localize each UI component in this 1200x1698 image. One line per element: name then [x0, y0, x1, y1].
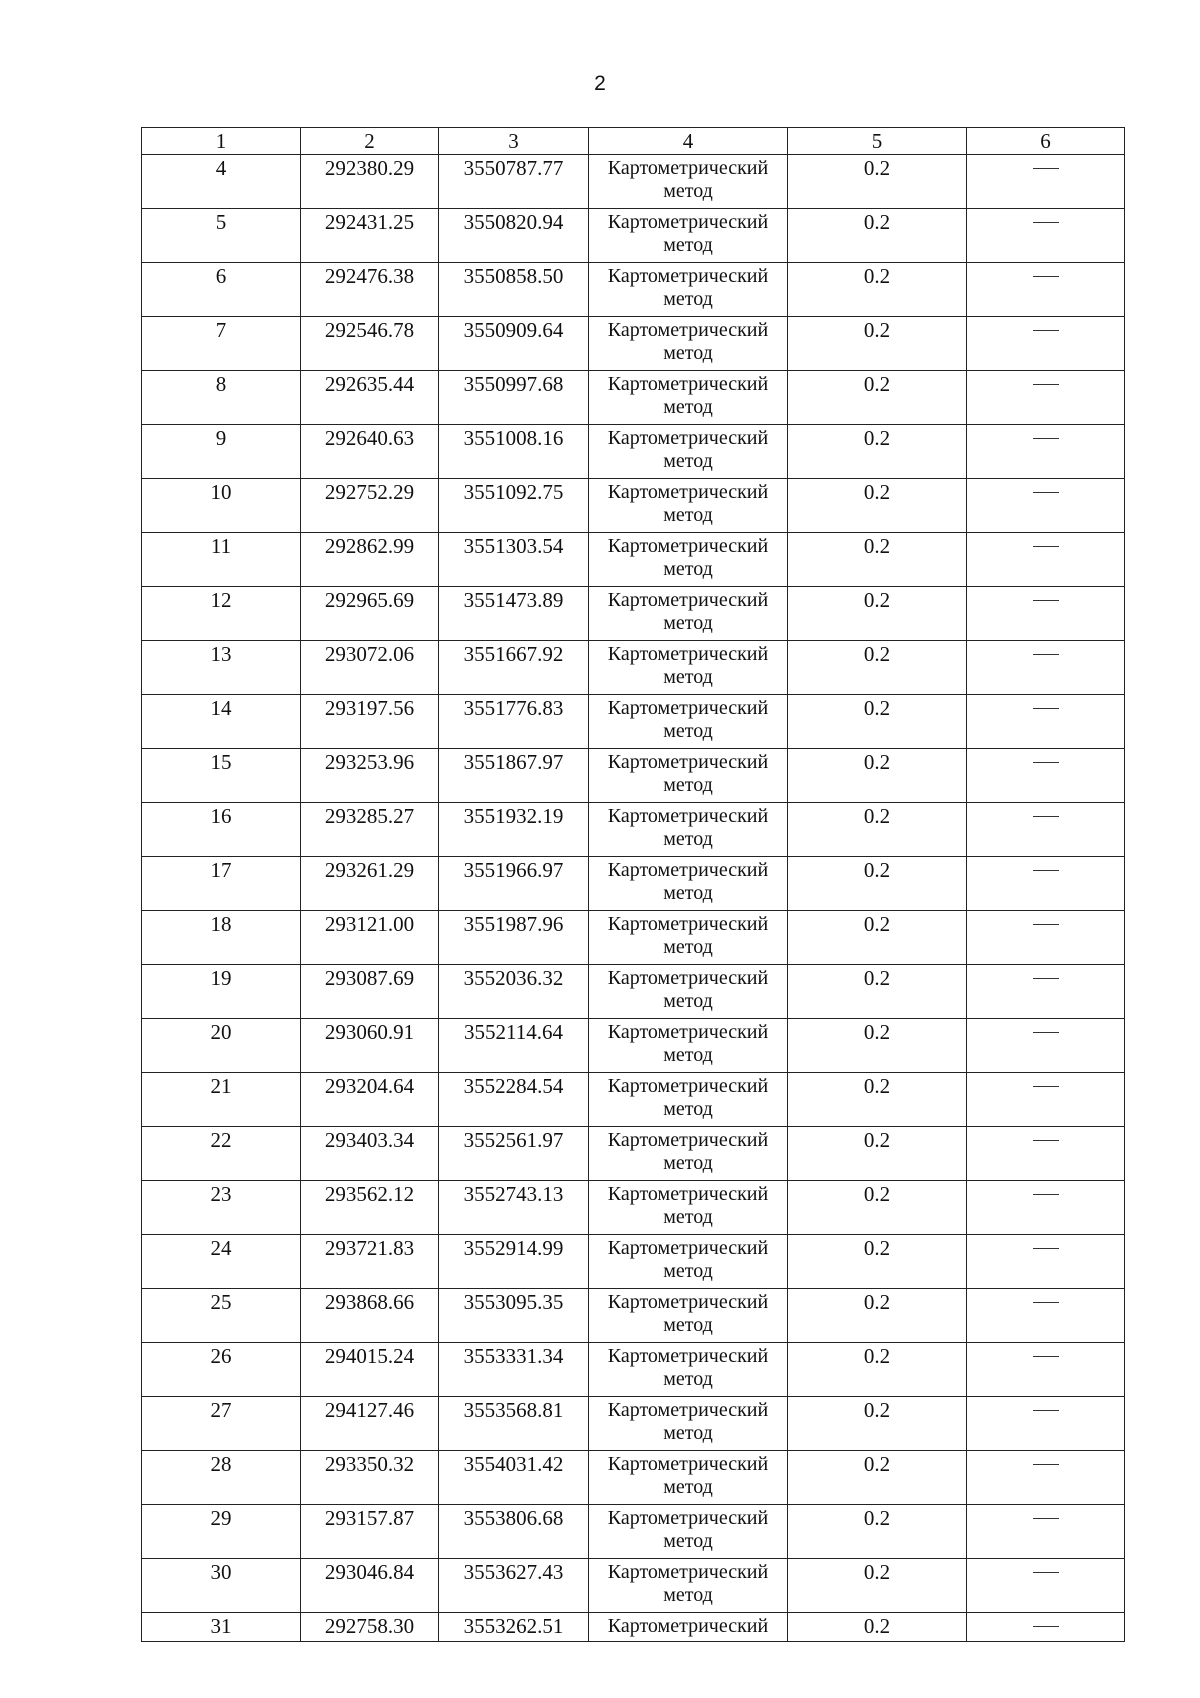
- point-number-cell: 19: [142, 965, 301, 1019]
- x-coordinate-cell: 294015.24: [301, 1343, 439, 1397]
- point-number-cell: 24: [142, 1235, 301, 1289]
- note-cell: [967, 1451, 1125, 1505]
- method-line-2: метод: [663, 720, 713, 742]
- table-body: [142, 155, 1125, 1642]
- point-number-cell: 28: [142, 1451, 301, 1505]
- accuracy-cell: 0.2: [788, 317, 967, 371]
- accuracy-cell: 0.2: [788, 803, 967, 857]
- dash-mark: [1033, 1248, 1059, 1249]
- point-number-cell: 6: [142, 263, 301, 317]
- y-coordinate-cell: 3551303.54: [439, 533, 589, 587]
- x-coordinate-cell: 292758.30: [301, 1613, 439, 1642]
- point-number-cell: 5: [142, 209, 301, 263]
- method-line-2: метод: [663, 1098, 713, 1120]
- method-cell: [589, 1343, 788, 1397]
- method-line-2: метод: [663, 774, 713, 796]
- point-number-cell: 29: [142, 1505, 301, 1559]
- method-line-2: метод: [663, 666, 713, 688]
- method-cell: [589, 1073, 788, 1127]
- accuracy-cell: 0.2: [788, 1019, 967, 1073]
- table-row: [142, 479, 1125, 533]
- point-number-cell: 13: [142, 641, 301, 695]
- x-coordinate-cell: 293562.12: [301, 1181, 439, 1235]
- y-coordinate-cell: 3550858.50: [439, 263, 589, 317]
- point-number-cell: 4: [142, 155, 301, 209]
- y-coordinate-cell: 3552036.32: [439, 965, 589, 1019]
- y-coordinate-cell: 3551932.19: [439, 803, 589, 857]
- method-cell: [589, 1559, 788, 1613]
- point-number-cell: 31: [142, 1613, 301, 1642]
- method-line-2: метод: [663, 504, 713, 526]
- x-coordinate-cell: 292431.25: [301, 209, 439, 263]
- point-number-cell: 22: [142, 1127, 301, 1181]
- method-line-1: Картометрический: [607, 1561, 769, 1583]
- table-row: [142, 1613, 1125, 1642]
- note-cell: [967, 749, 1125, 803]
- method-line-1: Картометрический: [607, 643, 769, 665]
- table-row: [142, 695, 1125, 749]
- y-coordinate-cell: 3552114.64: [439, 1019, 589, 1073]
- accuracy-cell: 0.2: [788, 425, 967, 479]
- page-number: 2: [594, 72, 606, 95]
- accuracy-cell: 0.2: [788, 263, 967, 317]
- accuracy-cell: 0.2: [788, 209, 967, 263]
- note-cell: [967, 1559, 1125, 1613]
- method-cell: [589, 533, 788, 587]
- dash-mark: [1033, 870, 1059, 871]
- y-coordinate-cell: 3551987.96: [439, 911, 589, 965]
- y-coordinate-cell: 3550787.77: [439, 155, 589, 209]
- note-cell: [967, 1505, 1125, 1559]
- note-cell: [967, 1397, 1125, 1451]
- table-row: [142, 209, 1125, 263]
- method-line-2: метод: [663, 180, 713, 202]
- x-coordinate-cell: 293868.66: [301, 1289, 439, 1343]
- accuracy-cell: 0.2: [788, 911, 967, 965]
- dash-mark: [1033, 762, 1059, 763]
- column-header: 2: [301, 128, 439, 155]
- method-line-1: Картометрический: [607, 211, 769, 233]
- x-coordinate-cell: 293403.34: [301, 1127, 439, 1181]
- point-number-cell: 17: [142, 857, 301, 911]
- method-cell: [589, 1397, 788, 1451]
- method-cell: [589, 695, 788, 749]
- method-cell: [589, 1505, 788, 1559]
- accuracy-cell: 0.2: [788, 1343, 967, 1397]
- accuracy-cell: 0.2: [788, 1289, 967, 1343]
- dash-mark: [1033, 1518, 1059, 1519]
- method-line-2: метод: [663, 1260, 713, 1282]
- note-cell: [967, 263, 1125, 317]
- method-cell: [589, 587, 788, 641]
- note-cell: [967, 1613, 1125, 1642]
- x-coordinate-cell: 292476.38: [301, 263, 439, 317]
- method-line-2: метод: [663, 1422, 713, 1444]
- method-line-1: Картометрический: [607, 967, 769, 989]
- accuracy-cell: 0.2: [788, 1127, 967, 1181]
- dash-mark: [1033, 816, 1059, 817]
- accuracy-cell: 0.2: [788, 1235, 967, 1289]
- x-coordinate-cell: 292380.29: [301, 155, 439, 209]
- note-cell: [967, 695, 1125, 749]
- x-coordinate-cell: 293285.27: [301, 803, 439, 857]
- note-cell: [967, 533, 1125, 587]
- y-coordinate-cell: 3552743.13: [439, 1181, 589, 1235]
- table-row: [142, 965, 1125, 1019]
- dash-mark: [1033, 978, 1059, 979]
- point-number-cell: 18: [142, 911, 301, 965]
- method-line-1: Картометрический: [607, 805, 769, 827]
- table-row: [142, 1289, 1125, 1343]
- dash-mark: [1033, 546, 1059, 547]
- method-line-2: метод: [663, 1152, 713, 1174]
- accuracy-cell: 0.2: [788, 155, 967, 209]
- y-coordinate-cell: 3552284.54: [439, 1073, 589, 1127]
- y-coordinate-cell: 3551008.16: [439, 425, 589, 479]
- method-line-1: Картометрический: [607, 1075, 769, 1097]
- method-cell: [589, 1181, 788, 1235]
- method-line-1: Картометрический: [607, 319, 769, 341]
- point-number-cell: 27: [142, 1397, 301, 1451]
- method-line-2: метод: [663, 990, 713, 1012]
- accuracy-cell: 0.2: [788, 479, 967, 533]
- x-coordinate-cell: 292965.69: [301, 587, 439, 641]
- note-cell: [967, 857, 1125, 911]
- y-coordinate-cell: 3553095.35: [439, 1289, 589, 1343]
- dash-mark: [1033, 1356, 1059, 1357]
- y-coordinate-cell: 3551092.75: [439, 479, 589, 533]
- column-header: 1: [142, 128, 301, 155]
- note-cell: [967, 479, 1125, 533]
- x-coordinate-cell: 292546.78: [301, 317, 439, 371]
- note-cell: [967, 425, 1125, 479]
- point-number-cell: 10: [142, 479, 301, 533]
- dash-mark: [1033, 1626, 1059, 1627]
- method-line-1: Картометрический: [607, 1237, 769, 1259]
- method-line-1: Картометрический: [607, 157, 769, 179]
- method-line-1: Картометрический: [607, 1615, 769, 1637]
- dash-mark: [1033, 1572, 1059, 1573]
- y-coordinate-cell: 3553262.51: [439, 1613, 589, 1642]
- note-cell: [967, 1343, 1125, 1397]
- method-cell: [589, 425, 788, 479]
- note-cell: [967, 317, 1125, 371]
- dash-mark: [1033, 1032, 1059, 1033]
- method-line-1: Картометрический: [607, 1129, 769, 1151]
- method-line-1: Картометрический: [607, 1399, 769, 1421]
- y-coordinate-cell: 3553331.34: [439, 1343, 589, 1397]
- method-line-1: Картометрический: [607, 859, 769, 881]
- table-row: [142, 803, 1125, 857]
- method-cell: [589, 857, 788, 911]
- x-coordinate-cell: 292752.29: [301, 479, 439, 533]
- table-row: [142, 1181, 1125, 1235]
- method-line-2: метод: [663, 342, 713, 364]
- point-number-cell: 9: [142, 425, 301, 479]
- method-cell: [589, 965, 788, 1019]
- x-coordinate-cell: 293204.64: [301, 1073, 439, 1127]
- accuracy-cell: 0.2: [788, 695, 967, 749]
- point-number-cell: 30: [142, 1559, 301, 1613]
- method-cell: [589, 911, 788, 965]
- point-number-cell: 12: [142, 587, 301, 641]
- table-row: [142, 749, 1125, 803]
- dash-mark: [1033, 924, 1059, 925]
- accuracy-cell: 0.2: [788, 587, 967, 641]
- method-line-2: метод: [663, 234, 713, 256]
- method-line-1: Картометрический: [607, 1291, 769, 1313]
- method-line-1: Картометрический: [607, 751, 769, 773]
- point-number-cell: 8: [142, 371, 301, 425]
- point-number-cell: 15: [142, 749, 301, 803]
- accuracy-cell: 0.2: [788, 1613, 967, 1642]
- note-cell: [967, 1073, 1125, 1127]
- dash-mark: [1033, 168, 1059, 169]
- method-line-2: метод: [663, 882, 713, 904]
- point-number-cell: 26: [142, 1343, 301, 1397]
- dash-mark: [1033, 384, 1059, 385]
- point-number-cell: 11: [142, 533, 301, 587]
- point-number-cell: 20: [142, 1019, 301, 1073]
- method-cell: [589, 1235, 788, 1289]
- x-coordinate-cell: 293261.29: [301, 857, 439, 911]
- method-cell: [589, 371, 788, 425]
- table-row: [142, 857, 1125, 911]
- method-cell: [589, 263, 788, 317]
- y-coordinate-cell: 3553627.43: [439, 1559, 589, 1613]
- point-number-cell: 14: [142, 695, 301, 749]
- x-coordinate-cell: 294127.46: [301, 1397, 439, 1451]
- column-header: 5: [788, 128, 967, 155]
- note-cell: [967, 155, 1125, 209]
- method-line-2: метод: [663, 1044, 713, 1066]
- accuracy-cell: 0.2: [788, 533, 967, 587]
- x-coordinate-cell: 292635.44: [301, 371, 439, 425]
- note-cell: [967, 965, 1125, 1019]
- x-coordinate-cell: 293060.91: [301, 1019, 439, 1073]
- dash-mark: [1033, 1086, 1059, 1087]
- table-row: [142, 371, 1125, 425]
- y-coordinate-cell: 3551966.97: [439, 857, 589, 911]
- x-coordinate-cell: 293087.69: [301, 965, 439, 1019]
- accuracy-cell: 0.2: [788, 1073, 967, 1127]
- method-line-1: Картометрический: [607, 1507, 769, 1529]
- x-coordinate-cell: 292862.99: [301, 533, 439, 587]
- note-cell: [967, 1235, 1125, 1289]
- table-row: [142, 1235, 1125, 1289]
- x-coordinate-cell: 293721.83: [301, 1235, 439, 1289]
- dash-mark: [1033, 1464, 1059, 1465]
- method-line-1: Картометрический: [607, 481, 769, 503]
- method-line-1: Картометрический: [607, 373, 769, 395]
- table-row: [142, 911, 1125, 965]
- table-row: [142, 425, 1125, 479]
- dash-mark: [1033, 1194, 1059, 1195]
- method-line-2: метод: [663, 828, 713, 850]
- method-line-1: Картометрический: [607, 913, 769, 935]
- x-coordinate-cell: 292640.63: [301, 425, 439, 479]
- accuracy-cell: 0.2: [788, 1505, 967, 1559]
- table-row: [142, 1559, 1125, 1613]
- note-cell: [967, 209, 1125, 263]
- column-header: 6: [967, 128, 1125, 155]
- method-cell: [589, 1613, 788, 1642]
- method-line-2: метод: [663, 450, 713, 472]
- y-coordinate-cell: 3551867.97: [439, 749, 589, 803]
- dash-mark: [1033, 600, 1059, 601]
- column-header: 3: [439, 128, 589, 155]
- accuracy-cell: 0.2: [788, 1451, 967, 1505]
- y-coordinate-cell: 3553806.68: [439, 1505, 589, 1559]
- y-coordinate-cell: 3551667.92: [439, 641, 589, 695]
- accuracy-cell: 0.2: [788, 965, 967, 1019]
- method-cell: [589, 209, 788, 263]
- method-line-1: Картометрический: [607, 589, 769, 611]
- dash-mark: [1033, 222, 1059, 223]
- method-line-2: метод: [663, 558, 713, 580]
- accuracy-cell: 0.2: [788, 1181, 967, 1235]
- method-cell: [589, 317, 788, 371]
- y-coordinate-cell: 3550820.94: [439, 209, 589, 263]
- x-coordinate-cell: 293197.56: [301, 695, 439, 749]
- method-cell: [589, 155, 788, 209]
- method-line-1: Картометрический: [607, 427, 769, 449]
- point-number-cell: 23: [142, 1181, 301, 1235]
- accuracy-cell: 0.2: [788, 857, 967, 911]
- accuracy-cell: 0.2: [788, 1397, 967, 1451]
- note-cell: [967, 911, 1125, 965]
- note-cell: [967, 587, 1125, 641]
- method-line-1: Картометрический: [607, 535, 769, 557]
- y-coordinate-cell: 3551776.83: [439, 695, 589, 749]
- method-line-1: Картометрический: [607, 265, 769, 287]
- method-line-2: метод: [663, 936, 713, 958]
- method-line-2: метод: [663, 396, 713, 418]
- note-cell: [967, 1181, 1125, 1235]
- method-line-1: Картометрический: [607, 1453, 769, 1475]
- dash-mark: [1033, 438, 1059, 439]
- table-row: [142, 587, 1125, 641]
- table-row: [142, 1019, 1125, 1073]
- table-row: [142, 263, 1125, 317]
- y-coordinate-cell: 3554031.42: [439, 1451, 589, 1505]
- table-row: [142, 1397, 1125, 1451]
- method-cell: [589, 641, 788, 695]
- method-line-2: метод: [663, 1530, 713, 1552]
- method-line-1: Картометрический: [607, 697, 769, 719]
- y-coordinate-cell: 3550997.68: [439, 371, 589, 425]
- method-cell: [589, 803, 788, 857]
- x-coordinate-cell: 293350.32: [301, 1451, 439, 1505]
- dash-mark: [1033, 1302, 1059, 1303]
- dash-mark: [1033, 276, 1059, 277]
- table-row: [142, 533, 1125, 587]
- method-line-2: метод: [663, 1368, 713, 1390]
- x-coordinate-cell: 293121.00: [301, 911, 439, 965]
- method-line-2: метод: [663, 1476, 713, 1498]
- dash-mark: [1033, 330, 1059, 331]
- dash-mark: [1033, 654, 1059, 655]
- note-cell: [967, 641, 1125, 695]
- note-cell: [967, 1127, 1125, 1181]
- x-coordinate-cell: 293072.06: [301, 641, 439, 695]
- method-cell: [589, 1451, 788, 1505]
- dash-mark: [1033, 708, 1059, 709]
- table-row: [142, 155, 1125, 209]
- accuracy-cell: 0.2: [788, 749, 967, 803]
- note-cell: [967, 803, 1125, 857]
- method-line-2: метод: [663, 1206, 713, 1228]
- dash-mark: [1033, 492, 1059, 493]
- y-coordinate-cell: 3551473.89: [439, 587, 589, 641]
- method-cell: [589, 1127, 788, 1181]
- table-header-row: [142, 128, 1125, 155]
- method-line-1: Картометрический: [607, 1345, 769, 1367]
- y-coordinate-cell: 3552914.99: [439, 1235, 589, 1289]
- accuracy-cell: 0.2: [788, 1559, 967, 1613]
- column-header: 4: [589, 128, 788, 155]
- dash-mark: [1033, 1140, 1059, 1141]
- table-row: [142, 1505, 1125, 1559]
- method-cell: [589, 749, 788, 803]
- table-row: [142, 1127, 1125, 1181]
- note-cell: [967, 1289, 1125, 1343]
- method-line-2: метод: [663, 612, 713, 634]
- table-row: [142, 1451, 1125, 1505]
- method-line-1: Картометрический: [607, 1021, 769, 1043]
- accuracy-cell: 0.2: [788, 641, 967, 695]
- table-row: [142, 1343, 1125, 1397]
- method-line-2: метод: [663, 1584, 713, 1606]
- table-row: [142, 641, 1125, 695]
- y-coordinate-cell: 3552561.97: [439, 1127, 589, 1181]
- x-coordinate-cell: 293046.84: [301, 1559, 439, 1613]
- dash-mark: [1033, 1410, 1059, 1411]
- y-coordinate-cell: 3550909.64: [439, 317, 589, 371]
- method-cell: [589, 1289, 788, 1343]
- point-number-cell: 25: [142, 1289, 301, 1343]
- x-coordinate-cell: 293157.87: [301, 1505, 439, 1559]
- note-cell: [967, 371, 1125, 425]
- method-line-1: Картометрический: [607, 1183, 769, 1205]
- point-number-cell: 16: [142, 803, 301, 857]
- y-coordinate-cell: 3553568.81: [439, 1397, 589, 1451]
- point-number-cell: 21: [142, 1073, 301, 1127]
- method-cell: [589, 1019, 788, 1073]
- x-coordinate-cell: 293253.96: [301, 749, 439, 803]
- accuracy-cell: 0.2: [788, 371, 967, 425]
- table-row: [142, 1073, 1125, 1127]
- method-line-2: метод: [663, 288, 713, 310]
- method-line-2: метод: [663, 1314, 713, 1336]
- method-cell: [589, 479, 788, 533]
- table-row: [142, 317, 1125, 371]
- point-number-cell: 7: [142, 317, 301, 371]
- note-cell: [967, 1019, 1125, 1073]
- coordinates-table: [141, 127, 1125, 1642]
